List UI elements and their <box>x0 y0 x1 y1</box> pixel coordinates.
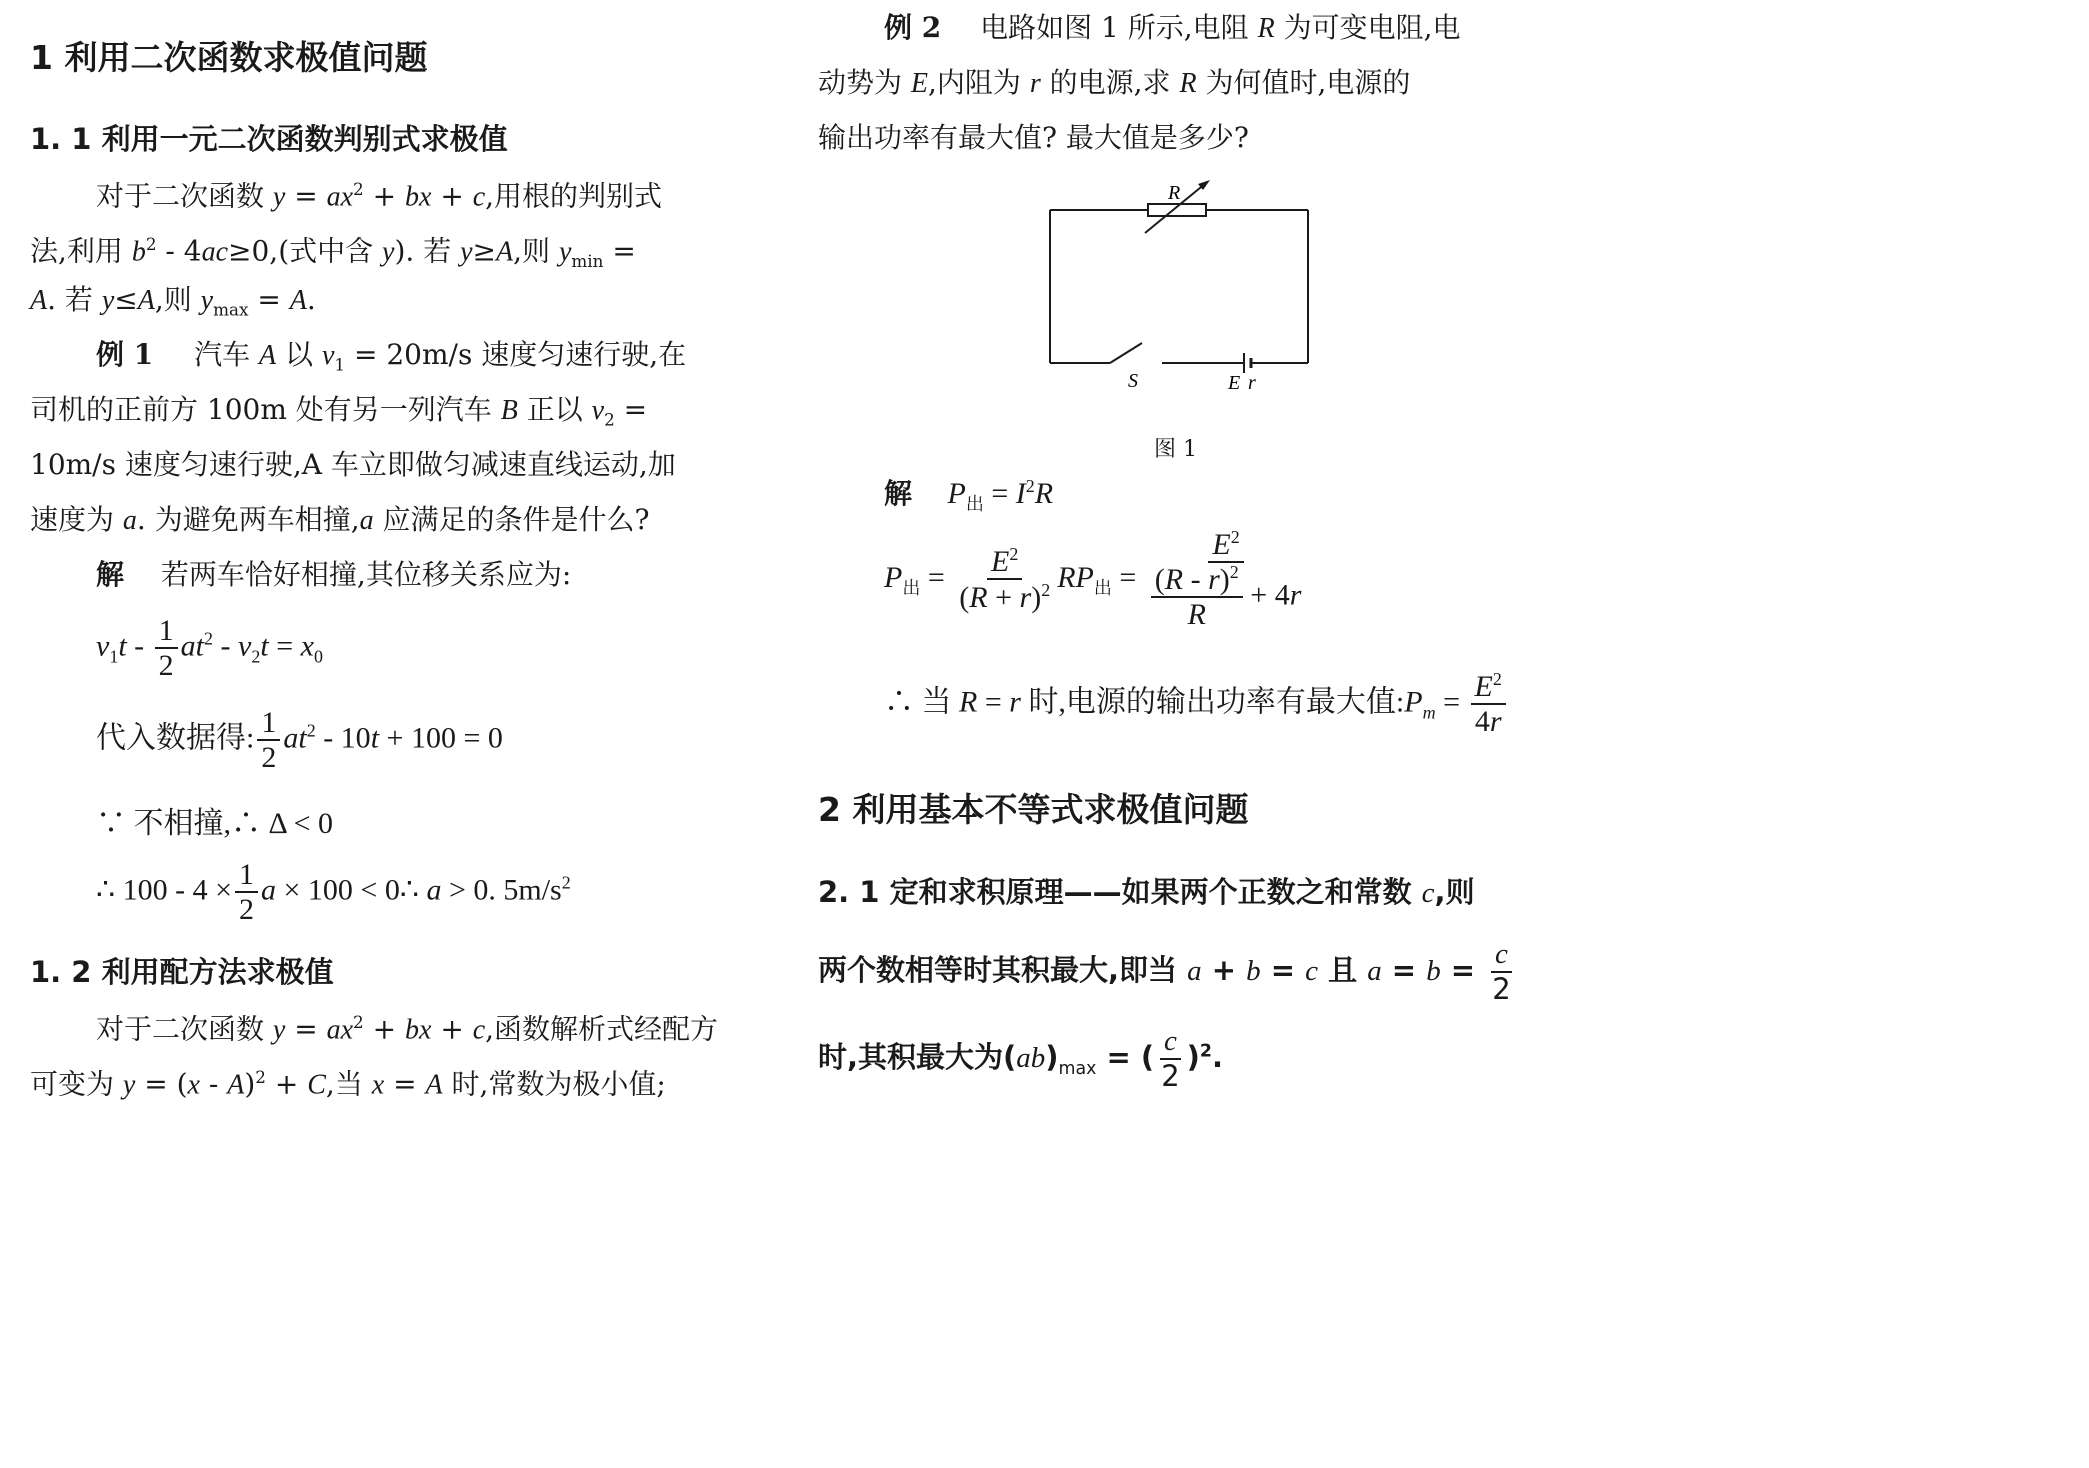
para-1-line-2: 法,利用 $b^2 - 4ac\ge 0$,(式中含 y). 若 y≥A,则 $y_{min}$ = <box>30 234 636 271</box>
example-1-line-3: 10m/s 速度匀速行驶,A 车立即做匀减速直线运动,加 <box>30 448 676 481</box>
subsection-2-1-line-3: 时,其积最大为$(ab)_{max}$ = ( $\frac{c}{2}$ )$^2$. <box>818 1025 1224 1093</box>
subsection-2-1-line-2: 两个数相等时其积最大,即当 a + b = c 且 a = b = $\frac{c}{2}$ <box>818 938 1511 1006</box>
subsection-2-1-line-1: 2. 1 定和求积原理——如果两个正数之和常数 c,则 <box>818 875 1475 909</box>
subsection-1-2-heading: 1. 2 利用配方法求极值 <box>30 955 334 989</box>
figure-caption: 图 1 <box>1154 437 1197 462</box>
subsection-1-1-heading: 1. 1 利用一元二次函数判别式求极值 <box>30 122 508 156</box>
para-1-line-1: 对于二次函数 $y = ax^2$ + bx + c,用根的判别式 <box>96 179 663 213</box>
example-2-line-1: 例 2 电路如图 1 所示,电阻 R 为可变电阻,电 <box>884 11 1461 44</box>
solution-2-label: 解 <box>884 477 913 510</box>
label-r: r <box>1248 372 1256 394</box>
equation-displacement: $v_1t$ - $\frac{1}{2}$ $at^2 - v_2t = x_0$ <box>96 614 323 682</box>
example-2-line-3: 输出功率有最大值? 最大值是多少? <box>818 121 1249 154</box>
para-2-line-2: 可变为 y = (x - A)$^2$ + C,当 x = A 时,常数为极小值; <box>30 1067 666 1101</box>
example-1-line-4: 速度为 a. 为避免两车相撞,a 应满足的条件是什么? <box>30 503 650 536</box>
example-2-label: 例 2 <box>884 11 942 44</box>
label-S: S <box>1128 370 1138 392</box>
solution-1-label: 解 <box>96 558 125 591</box>
equation-condition: ∵ 不相撞,∴ Δ < 0 <box>96 807 334 840</box>
label-E: E <box>1228 372 1241 394</box>
example-2-line-2: 动势为 E,内阻为 r 的电源,求 R 为何值时,电源的 <box>818 66 1411 99</box>
example-1-label: 例 1 <box>96 338 154 371</box>
solution-1-text: 若两车恰好相撞,其位移关系应为: <box>160 558 572 591</box>
section-2-heading: 2 利用基本不等式求极值问题 <box>818 790 1249 829</box>
solution-2-eq1: 解 $P_出 = I^2R$ <box>884 476 1054 514</box>
circuit-diagram <box>1040 175 1340 400</box>
para-2-line-1: 对于二次函数 $y = ax^2$ + bx + c,函数解析式经配方 <box>96 1012 719 1046</box>
solution-2-conclusion: ∴ 当 R = r 时,电源的输出功率有最大值$:P_m$ = $\frac{E^2}{4r}$ <box>884 670 1509 740</box>
example-1-line-1: 例 1 汽车 A 以 $v_1 = 20m/s$ 速度匀速行驶,在 <box>96 338 687 375</box>
equation-result: ∴ 100 - 4 × $\frac{1}{2}$ a × 100 < 0∴ a > 0. $5m/s^2$ <box>96 858 571 926</box>
para-1-line-3: A. 若 y≤A,则 $y_{max} = A$. <box>30 283 316 320</box>
solution-2-eq2: $P_出$ = $\frac{E^2}{(R + r)^2}$ $RP_出$ = $E^2$ $\frac{(R - r)^2}{R}$ + 4r <box>884 527 1302 631</box>
section-1-heading: 1 利用二次函数求极值问题 <box>30 38 428 77</box>
switch-S-lever <box>1110 343 1142 363</box>
equation-substituted: 代入数据得: $\frac{1}{2}$ $at^2 - 10t + 100 = 0$ <box>96 706 503 774</box>
example-1-line-2: 司机的正前方 100m 处有另一列汽车 B 正以 $v_2$ = <box>30 393 648 430</box>
solution-1-intro <box>96 547 571 602</box>
label-R: R <box>1168 182 1181 204</box>
